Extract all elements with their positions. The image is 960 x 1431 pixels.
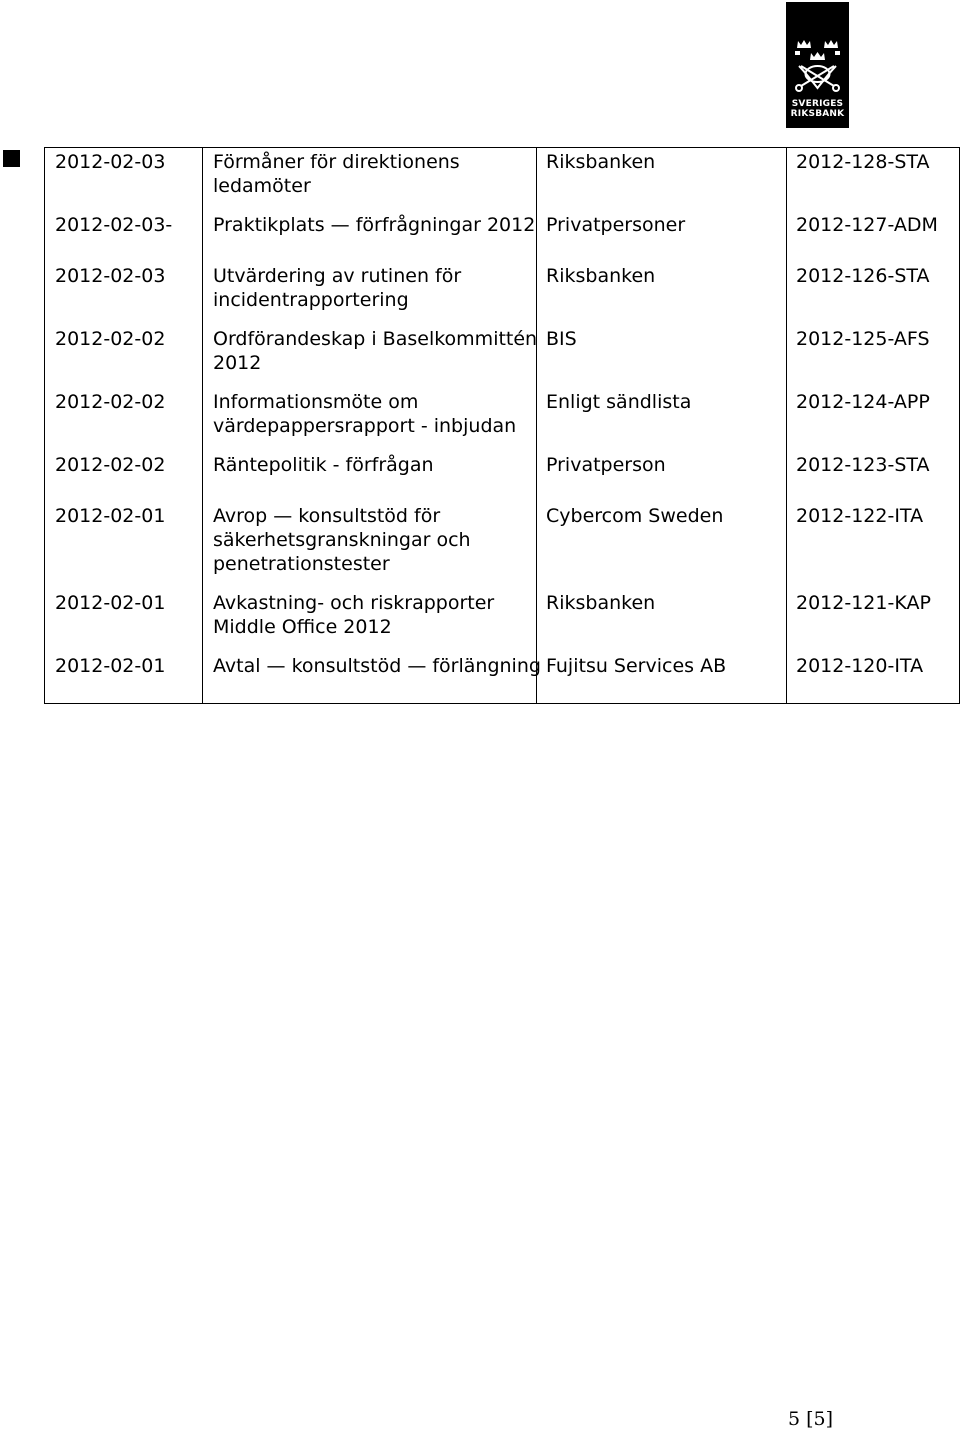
row-reference: 2012-120-ITA	[796, 655, 924, 677]
row-date: 2012-02-03	[55, 151, 166, 173]
row-party: Riksbanken	[546, 592, 656, 614]
row-title: Avrop — konsultstöd för säkerhetsgranskningar och penetrationstester	[213, 505, 471, 575]
row-date: 2012-02-03	[55, 265, 166, 287]
row-title: Utvärdering av rutinen för incidentrapportering	[213, 265, 462, 311]
row-reference: 2012-121-KAP	[796, 592, 931, 614]
row-title: Förmåner för direktionens ledamöter	[213, 151, 460, 197]
row-date: 2012-02-02	[55, 391, 166, 413]
row-party: Enligt sändlista	[546, 391, 692, 413]
row-date: 2012-02-02	[55, 454, 166, 476]
row-date: 2012-02-02	[55, 328, 166, 350]
row-party: BIS	[546, 328, 577, 350]
column-divider	[786, 148, 787, 703]
row-reference: 2012-123-STA	[796, 454, 930, 476]
row-reference: 2012-124-APP	[796, 391, 930, 413]
column-divider	[536, 148, 537, 703]
row-title: Räntepolitik - förfrågan	[213, 454, 434, 476]
logo-text-line1: SVERIGES	[791, 99, 844, 109]
row-reference: 2012-122-ITA	[796, 505, 924, 527]
row-reference: 2012-128-STA	[796, 151, 930, 173]
riksbank-logo	[786, 2, 849, 128]
row-reference: 2012-126-STA	[796, 265, 930, 287]
row-date: 2012-02-01	[55, 592, 166, 614]
page-number: 5 [5]	[788, 1408, 834, 1430]
row-title: Avkastning- och riskrapporter Middle Office 2012	[213, 592, 495, 638]
logo-text-line2: RIKSBANK	[790, 109, 845, 119]
row-reference: 2012-125-AFS	[796, 328, 930, 350]
row-party: Riksbanken	[546, 151, 656, 173]
row-reference: 2012-127-ADM	[796, 214, 938, 236]
row-party: Fujitsu Services AB	[546, 655, 727, 677]
bullet-square-icon	[3, 150, 20, 167]
riksbank-crest-icon	[791, 36, 844, 96]
row-date: 2012-02-01	[55, 505, 166, 527]
row-title: Informationsmöte om värdepappersrapport - inbjudan	[213, 391, 517, 437]
row-title: Praktikplats — förfrågningar 2012	[213, 214, 536, 236]
row-party: Riksbanken	[546, 265, 656, 287]
row-date: 2012-02-03-	[55, 214, 173, 236]
row-party: Privatpersoner	[546, 214, 686, 236]
row-title: Ordförandeskap i Baselkommittén 2012	[213, 328, 538, 374]
row-title: Avtal — konsultstöd — förlängning	[213, 655, 541, 677]
diary-register-table	[44, 147, 960, 704]
row-date: 2012-02-01	[55, 655, 166, 677]
row-party: Cybercom Sweden	[546, 505, 724, 527]
row-party: Privatperson	[546, 454, 666, 476]
